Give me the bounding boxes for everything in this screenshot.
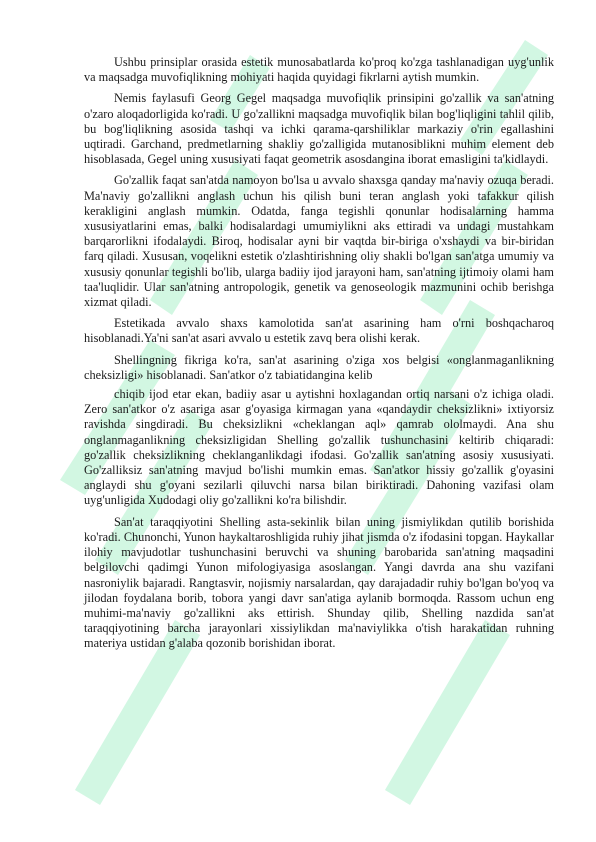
paragraph-5: Shellingning fikriga ko'ra, san'at asarining o'ziga xos belgisi «onglanmaganlikning cheksizligi» hisoblanadi. San'atkor o'z tabiatidangina kelib — [84, 352, 554, 382]
paragraph-7: San'at taraqqiyotini Shelling asta-sekinlik bilan uning jismiylikdan qutilib borishida ko'radi. Chunonchi, Yunon haykaltaroshligida ruhiy jihat jismda o'z ifodasini topgan. Haykallar ilohiy mavjudotlar tushunchasini beruvchi va shuning barobarida san'atning maqsadini belgilovchi qadimgi Yunon mifologiyasiga asoslangan. Yangi davrda ana shu vazifani nasroniylik bajaradi. Rangtasvir, nojismiy narsalardan, qay darajadadir ruhiy bo'lgan bo'yoq va jilodan foydalana borib, tobora yangi davr san'atiga aylanib bormoqda. Rassom uchun eng muhimi-ma'naviy go'zallikni aks ettirish. Shunday qilib, Shelling nazdida san'at taraqqiyotining barcha jarayonlari xissiylikdan ma'naviylikka o'tish harakatidan ruhning materiya ustidan g'alaba qozonib borishidan iborat. — [84, 514, 554, 651]
paragraph-3: Go'zallik faqat san'atda namoyon bo'lsa u avvalo shaxsga qanday ma'naviy ozuqa beradi. Ma'naviy go'zallikni anglash uchun his qilish buni teran anglash yoki tafakkur qilish kerakligini anglash mumkin. Odatda, fanga tegishli qonunlar hodisalarning hamma xususiyatlarini emas, balki hodisalardagi umumiylikni aks ettiradi va undagi mustahkam barqarorlikni ifodalaydi. Biroq, hodisalar ayni bir vaqtda bir-biriga o'xshaydi va bir-biridan farq qiladi. Xususan, voqelikni estetik o'zlashtirishning oliy shakli bo'lgan san'atga umumiy va xususiy qonunlar tegishli bo'lib, ularga badiiy ijod jarayoni ham, san'atning ijtimoiy olami ham taa'luqlidir. Ular san'atning antropologik, genetik va genoseologik mazmunini ochib berishga xizmat qiladi. — [84, 173, 554, 310]
paragraph-6: chiqib ijod etar ekan, badiiy asar u aytishni hoxlagandan ortiq narsani o'z ichiga oladi. Zero san'atkor o'z asariga asar g'oyasiga kirmagan yana «qandaydir cheksizlikni» ixtiyorsiz ravishda singdiradi. Bu cheksizlikni «cheklangan aql» qamrab ololmaydi. Ana shu onglanmaganlikning cheksizligidan Shelling go'zallik tushunchasini keltirib chiqaradi: go'zallik cheksizlikning cheklanganlikdagi ifodasi. Go'zallik san'atning asosiy xususiyati. Go'zalliksiz san'atning mavjud bo'lishi mumkin emas. San'atkor hissiy go'zallik g'oyasini anglaydi shu g'oyani sezilarli qiluvchi narsa bilan biriktiradi. Dahoning vazifasi olam uyg'unligida Xudodagi oliy go'zallikni ko'ra bilishdir. — [84, 387, 554, 508]
paragraph-1: Ushbu prinsiplar orasida estetik munosabatlarda ko'proq ko'zga tashlanadigan uyg'unlik va maqsadga muvofiqlikning mohiyati haqida quyidagi fikrlarni aytish mumkin. — [84, 55, 554, 85]
document-body — [84, 55, 554, 658]
paragraph-4: Estetikada avvalo shaxs kamolotida san'at asarining ham o'rni boshqacharoq hisoblanadi.Ya'ni san'at asari avvalo u estetik zavq bera olishi kerak. — [84, 316, 554, 346]
paragraph-2: Nemis faylasufi Georg Gegel maqsadga muvofiqlik prinsipini go'zallik va san'atning o'zaro aloqadorligida ko'radi. U go'zallikni maqsadga muvofiqlik bilan bog'liqligini tahlil qilib, bu bog'liqlikning asosida tashqi va ichki qarama-qarshiliklar markaziy o'rin egallashini uqtiradi. Garchand, predmetlarning shakliy go'zalligida mutanosiblikni muhim element deb hisoblasada, Gegel uning xususiyati faqat geometrik asosdangina iborat emasligini ta'kidlaydi. — [84, 91, 554, 167]
